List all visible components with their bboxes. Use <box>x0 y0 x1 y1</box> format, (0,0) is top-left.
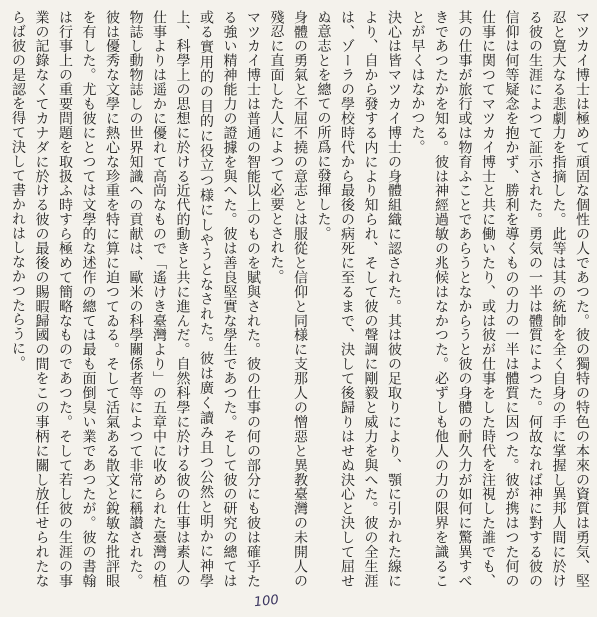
vertical-text-block <box>10 10 593 588</box>
paragraph-determination: 決心は皆マツカイ博士の身體組織に認された。其は彼の足取りにより、顎に引かれた線により、自から發する内により知られ、そして彼の聲調に剛毅と威力を與へた。彼の全生涯は、ゾーラの學校時代から最後の病死に至るまで、決して後歸りはせぬ決心と決して屈せぬ意志とを總ての所爲に發揮した。 <box>315 10 402 588</box>
paragraph-will: 身體の勇氣と不屈不撓の意志とは服從と信仰と同様に支那人の憎惡と異教臺灣の未開人の殘忍に直面した人によつて必要とされた。 <box>268 10 308 588</box>
paragraph-courage: マツカイ博士は極めて頑固な個性の人であつた。彼の獨特の特色の本來の資質は勇気、堅忍と寛大なる悲劇力を指摘した。此等は其の統帥を全く自身の手に掌握し異邦人間に於ける彼の生涯によつて証示された。勇気の一半は體質によつた。何故なれば神に對する彼の信仰は何等疑念を抱かず、勝利を導くものの力の一半は體質に因つた。彼が携はつた何の仕事に関つてマツカイ博士と共に働いたり、或は彼が仕事をした時代を注視した誰でも、其の仕事が旅行或は物育ふことであらうとなからうと彼の身體の耐久力が如何に驚異すべきであつたかを知る。彼は神經過敏の兆候はなかつた。必ずしも他人の力の限界を識ることが早くはなかつた。 <box>409 10 590 588</box>
paragraph-intellect: マツカイ博士は普通の智能以上のものを賦與された。彼の仕事の何の部分にも彼は確乎たる強い精神能力の證據を與へた。彼は善良堅實な學生であつた。そして彼の研究の總ては或る實用的の目的に役立つ様にしやうとなされた。彼は廣く讀み且つ公然と明かに神學上、科學上の思想に於ける近代的動きと共に進んだ。自然科學に於ける彼の仕事は素人の仕事よりは遥かに優れて高尚なもので「遙けき臺灣より」の五章中に收められた臺灣の植物誌し動物誌しの世界知識への貢献は、歐米の科學關係者等によつて非常に稱讃された。彼は優秀な文學に熱心な珍重を特に算に迫つてゐる。そして活氣ある散文と銳敏な批評眼を有した。尤も彼にとつては文學的な述作の總ては最も面倒臭い業であつたが。彼の書翰は行事上の重要問題を取扱ふ時すら極めて簡略なものであつた。そして若し彼の生涯の事業の記錄なくてカナダに於ける彼の最後の賜暇歸國の間をこの事柄に關し放任せられたならば彼の是認を得て決して書かれはしなかつたらうに。 <box>10 10 261 588</box>
page-number: 100 <box>253 592 280 611</box>
